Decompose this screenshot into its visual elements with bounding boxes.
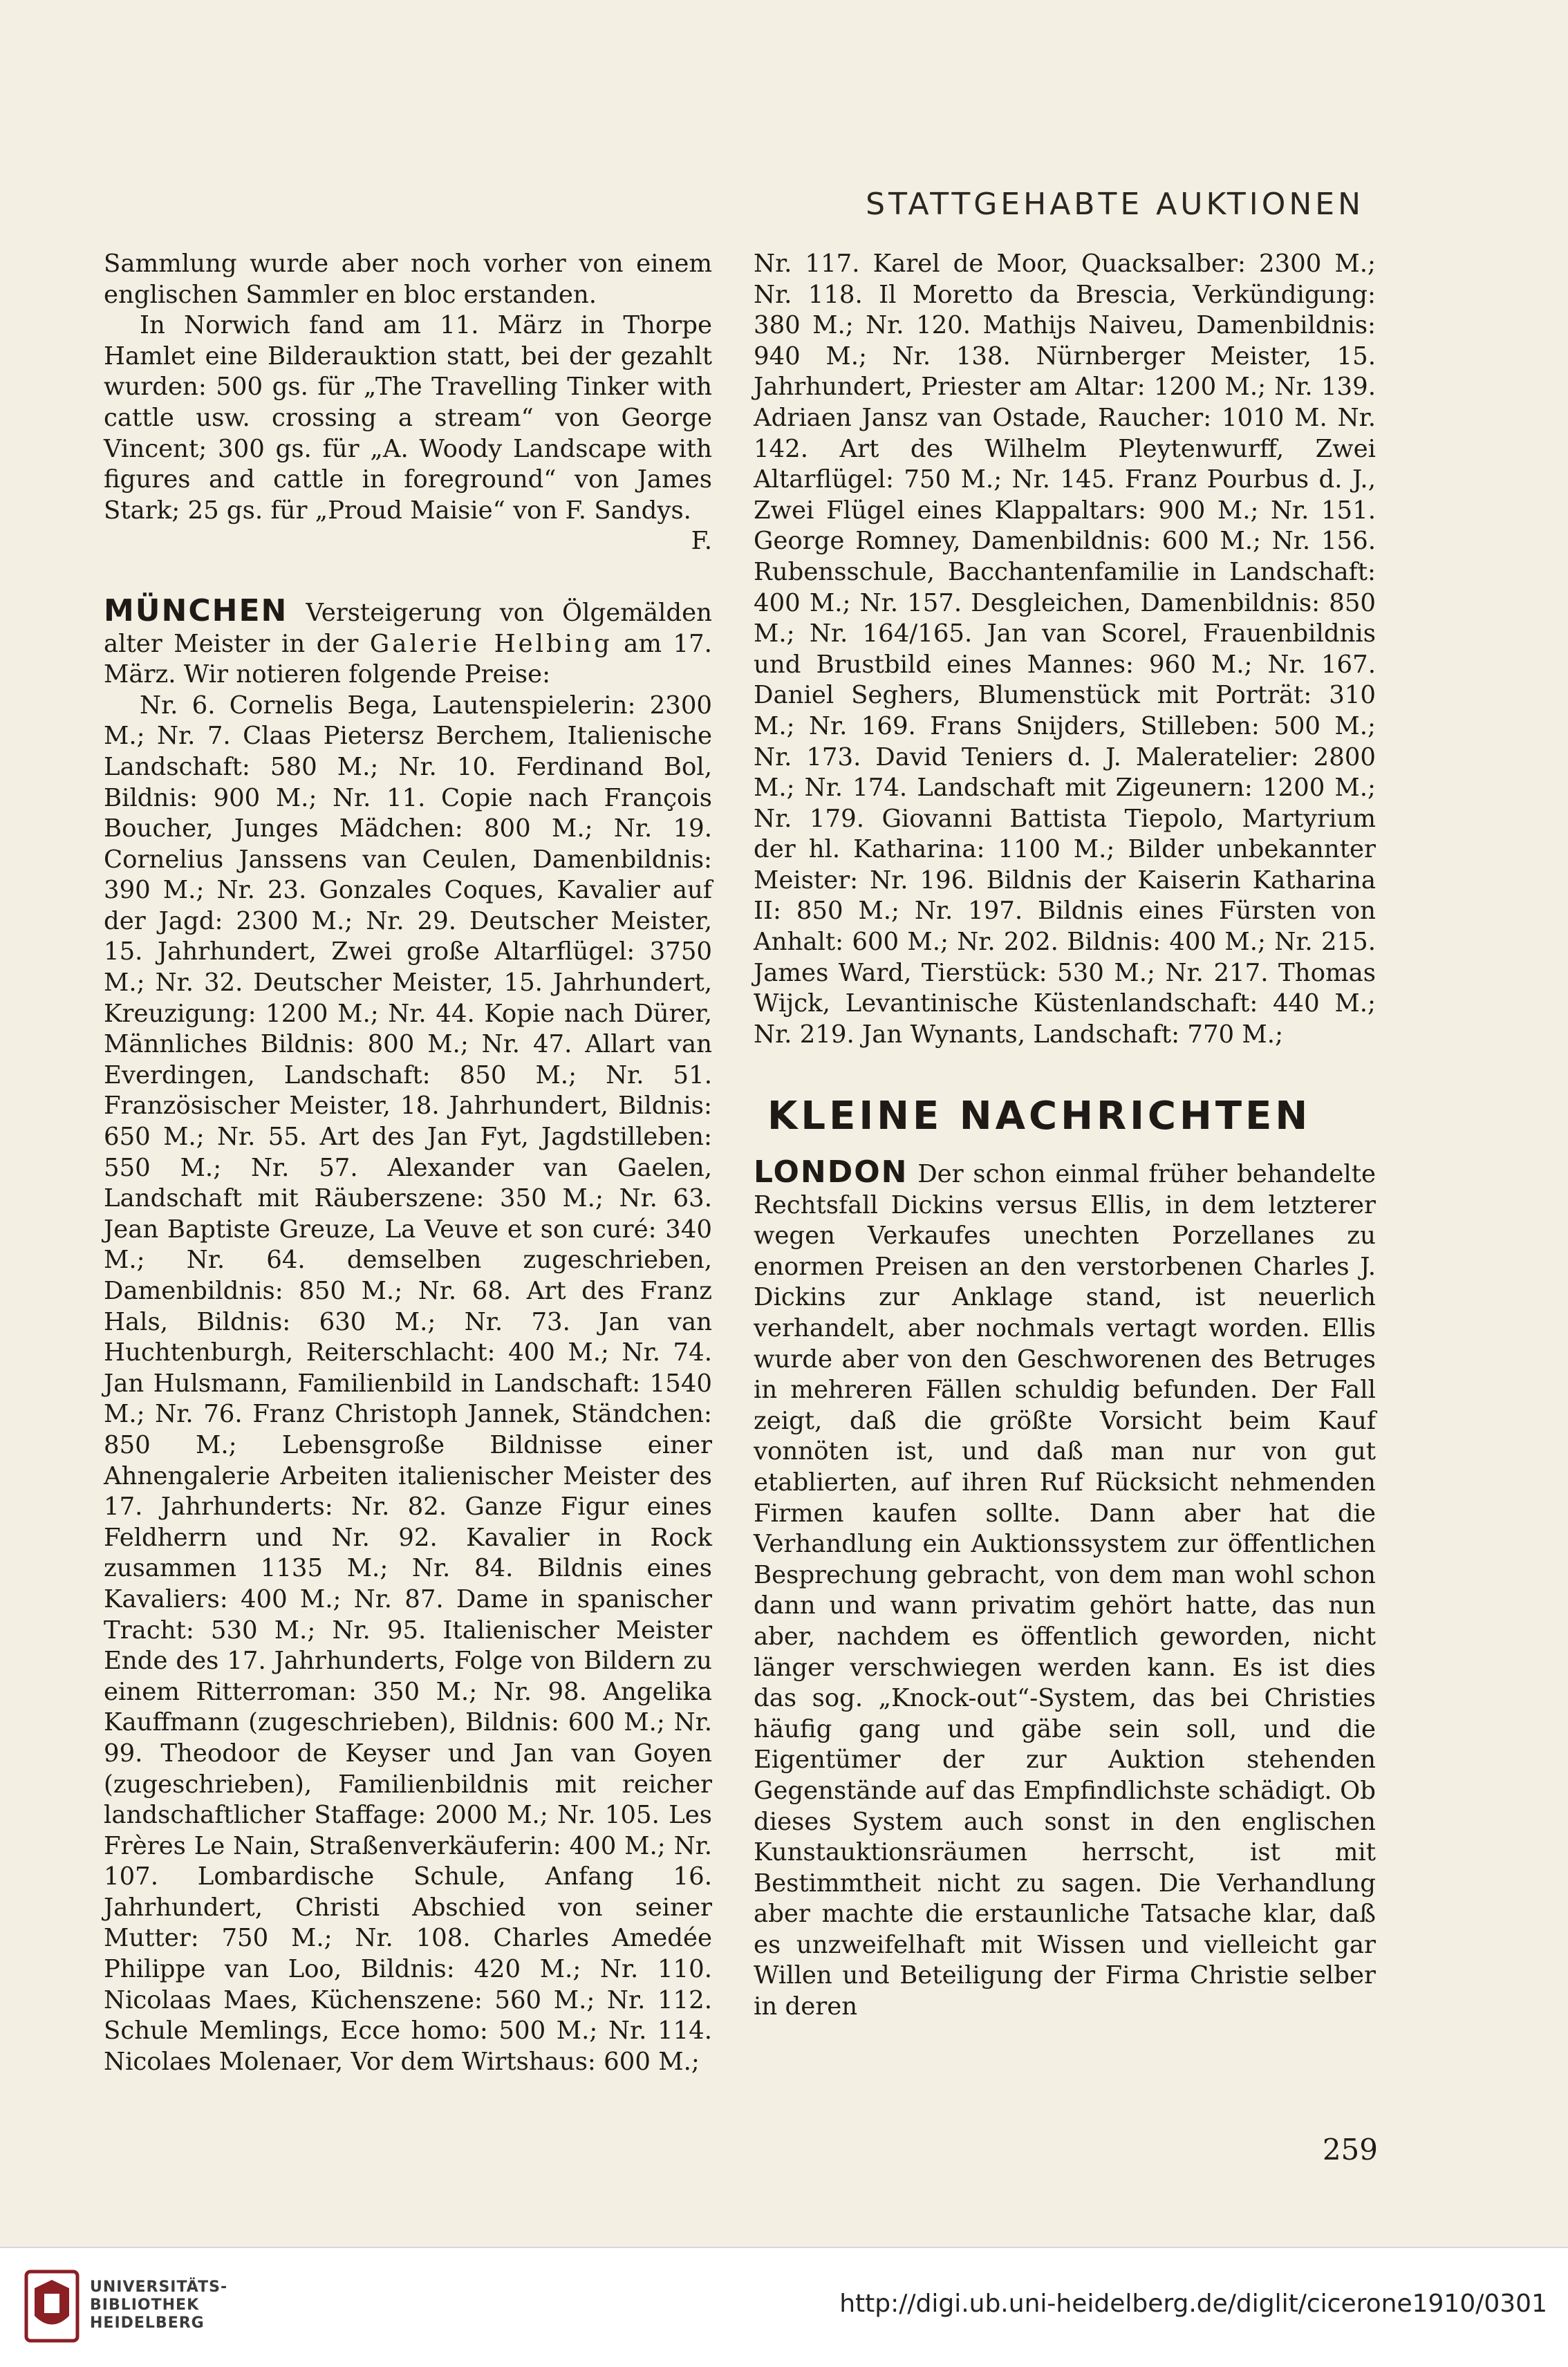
running-head: STATTGEHABTE AUKTIONEN (866, 187, 1364, 222)
city-heading-london: LONDON (754, 1154, 908, 1190)
paragraph-london (754, 1154, 1376, 2023)
section-title: KLEINE NACHRICHTEN (767, 1094, 1312, 1139)
author-signature: F. (691, 527, 712, 556)
right-column (754, 249, 1376, 2023)
london-text: Der schon einmal früher behandelte Rechtsfall Dickins versus Ellis, in dem letzterer wegen Verkaufes unechten Porzellanes zu enormen Preisen an den verstorbenen Charles J. Dickins zur Anklage stand, ist neuerlich verhandelt, aber nochmals vertagt worden. Ellis wurde aber von den Geschworenen des Betruges in mehreren Fällen schuldig befunden. Der Fall zeigt, daß die größte Vorsicht beim Kauf vonnöten ist, und daß man nur von gut etablierten, auf ihren Ruf Rücksicht nehmenden Firmen kaufen sollte. Dann aber hat die Verhandlung ein Auktionssystem zur öffentlichen Besprechung gebracht, von dem man wohl schon dann und wann privatim gehört hatte, das nun aber, nachdem es öffentlich geworden, nicht länger verschwiegen werden kann. Es ist dies das sog. „Knock-out“-System, das bei Christies häufig gang und gäbe sein soll, und die Eigentümer der zur Auktion stehenden Gegenstände auf das Empfindlichste schädigt. Ob dieses System auch sonst in den englischen Kunstauktionsräumen herrscht, ist mit Bestimmtheit nicht zu sagen. Die Verhandlung aber machte die erstaunliche Tatsache klar, daß es unzweifelhaft mit Wissen und vielleicht gar Willen und Beteiligung der Firma Christie selber in deren (754, 1160, 1376, 2021)
spacer (104, 557, 712, 596)
muenchen-intro-before: Versteigerung von Ölgemälden alter Meister in der (104, 598, 712, 658)
logo-line: UNIVERSITÄTS- (90, 2279, 228, 2296)
library-logo-text (90, 2279, 227, 2332)
page-number: 259 (1322, 2133, 1378, 2167)
left-column (104, 249, 712, 2077)
muenchen-intro-after: am 17. März. Wir notieren folgende Preise: (104, 629, 712, 689)
paragraph-muenchen (104, 592, 712, 691)
gallery-name: Galerie Helbing (369, 629, 613, 658)
university-seal-icon (21, 2267, 83, 2347)
lot-list-continued: Nr. 117. Karel de Moor, Quacksalber: 2300 M.; Nr. 118. Il Moretto da Brescia, Verkündigung: 380 M.; Nr. 120. Mathijs Naiveu, Damenbildnis: 940 M.; Nr. 138. Nürnberger Meister, 15. Jahrhundert, Priester am Altar: 1200 M.; Nr. 139. Adriaen Jansz van Ostade, Raucher: 1010 M. Nr. 142. Art des Wilhelm Pleytenwurff, Zwei Altarflügel: 750 M.; Nr. 145. Franz Pourbus d. J., Zwei Flügel eines Klappaltars: 900 M.; Nr. 151. George Romney, Damenbildnis: 600 M.; Nr. 156. Rubensschule, Bacchantenfamilie in Landschaft: 400 M.; Nr. 157. Desgleichen, Damenbildnis: 850 M.; Nr. 164/165. Jan van Scorel, Frauenbildnis und Brustbild eines Mannes: 960 M.; Nr. 167. Daniel Seghers, Blumenstück mit Porträt: 310 M.; Nr. 169. Frans Snijders, Stilleben: 500 M.; Nr. 173. David Teniers d. J. Maleratelier: 2800 M.; Nr. 174. Landschaft mit Zigeunern: 1200 M.; Nr. 179. Giovanni Battista Tiepolo, Martyrium der hl. Katharina: 1100 M.; Bilder unbekannter Meister: Nr. 196. Bildnis der Kaiserin Katharina II: 850 M.; Nr. 197. Bildnis eines Fürsten von Anhalt: 600 M.; Nr. 202. Bildnis: 400 M.; Nr. 215. James Ward, Tierstück: 530 M.; Nr. 217. Thomas Wijck, Levantinische Küstenlandschaft: 440 M.; Nr. 219. Jan Wynants, Landschaft: 770 M.; (754, 250, 1376, 1049)
library-footer (0, 2247, 1568, 2367)
paragraph-norwich: In Norwich fand am 11. März in Thorpe Hamlet eine Bilderauktion statt, bei der gezahlt wurden: 500 gs. für „The Travelling Tinker with cattle usw. crossing a stream“ von George Vincent; 300 gs. für „A. Woody Landscape with figures and cattle in foreground“ von James Stark; 25 gs. für „Proud Maisie“ von F. Sandys. (104, 311, 712, 525)
logo-line: HEIDELBERG (90, 2314, 205, 2332)
source-url-link[interactable]: http://digi.ub.uni-heidelberg.de/diglit/cicerone1910/0301 (839, 2290, 1547, 2318)
logo-line: BIBLIOTHEK (90, 2296, 200, 2314)
muenchen-lot-list: Nr. 6. Cornelis Bega, Lautenspielerin: 2300 M.; Nr. 7. Claas Pietersz Berchem, Italienische Landschaft: 580 M.; Nr. 10. Ferdinand Bol, Bildnis: 900 M.; Nr. 11. Copie nach François Boucher, Junges Mädchen: 800 M.; Nr. 19. Cornelius Janssens van Ceulen, Damenbildnis: 390 M.; Nr. 23. Gonzales Coques, Kavalier auf der Jagd: 2300 M.; Nr. 29. Deutscher Meister, 15. Jahrhundert, Zwei große Altarflügel: 3750 M.; Nr. 32. Deutscher Meister, 15. Jahrhundert, Kreuzigung: 1200 M.; Nr. 44. Kopie nach Dürer, Männliches Bildnis: 800 M.; Nr. 47. Allart van Everdingen, Landschaft: 850 M.; Nr. 51. Französischer Meister, 18. Jahrhundert, Bildnis: 650 M.; Nr. 55. Art des Jan Fyt, Jagdstilleben: 550 M.; Nr. 57. Alexander van Gaelen, Landschaft mit Räuberszene: 350 M.; Nr. 63. Jean Baptiste Greuze, La Veuve et son curé: 340 M.; Nr. 64. demselben zugeschrieben, Damenbildnis: 850 M.; Nr. 68. Art des Franz Hals, Bildnis: 630 M.; Nr. 73. Jan van Huchtenburgh, Reiterschlacht: 400 M.; Nr. 74. Jan Hulsmann, Familienbild in Landschaft: 1540 M.; Nr. 76. Franz Christoph Jannek, Ständchen: 850 M.; Lebensgroße Bildnisse einer Ahnengalerie Arbeiten italienischer Meister des 17. Jahrhunderts: Nr. 82. Ganze Figur eines Feldherrn und Nr. 92. Kavalier in Rock zusammen 1135 M.; Nr. 84. Bildnis eines Kavaliers: 400 M.; Nr. 87. Dame in spanischer Tracht: 530 M.; Nr. 95. Italienischer Meister Ende des 17. Jahrhunderts, Folge von Bildern zu einem Ritterroman: 350 M.; Nr. 98. Angelika Kauffmann (zugeschrieben), Bildnis: 600 M.; Nr. 99. Theodoor de Keyser und Jan van Goyen (zugeschrieben), Familienbildnis mit reicher landschaftlicher Staffage: 2000 M.; Nr. 105. Les Frères Le Nain, Straßenverkäuferin: 400 M.; Nr. 107. Lombardische Schule, Anfang 16. Jahrhundert, Christi Abschied von seiner Mutter: 750 M.; Nr. 108. Charles Amedée Philippe van Loo, Bildnis: 420 M.; Nr. 110. Nicolaas Maes, Küchenszene: 560 M.; Nr. 112. Schule Memlings, Ecce homo: 500 M.; Nr. 114. Nicolaes Molenaer, Vor dem Wirtshaus: 600 M.; (104, 691, 712, 2076)
paragraph-sammlung: Sammlung wurde aber noch vorher von einem englischen Sammler en bloc erstanden. (104, 250, 712, 309)
city-heading-muenchen: MÜNCHEN (104, 592, 288, 628)
